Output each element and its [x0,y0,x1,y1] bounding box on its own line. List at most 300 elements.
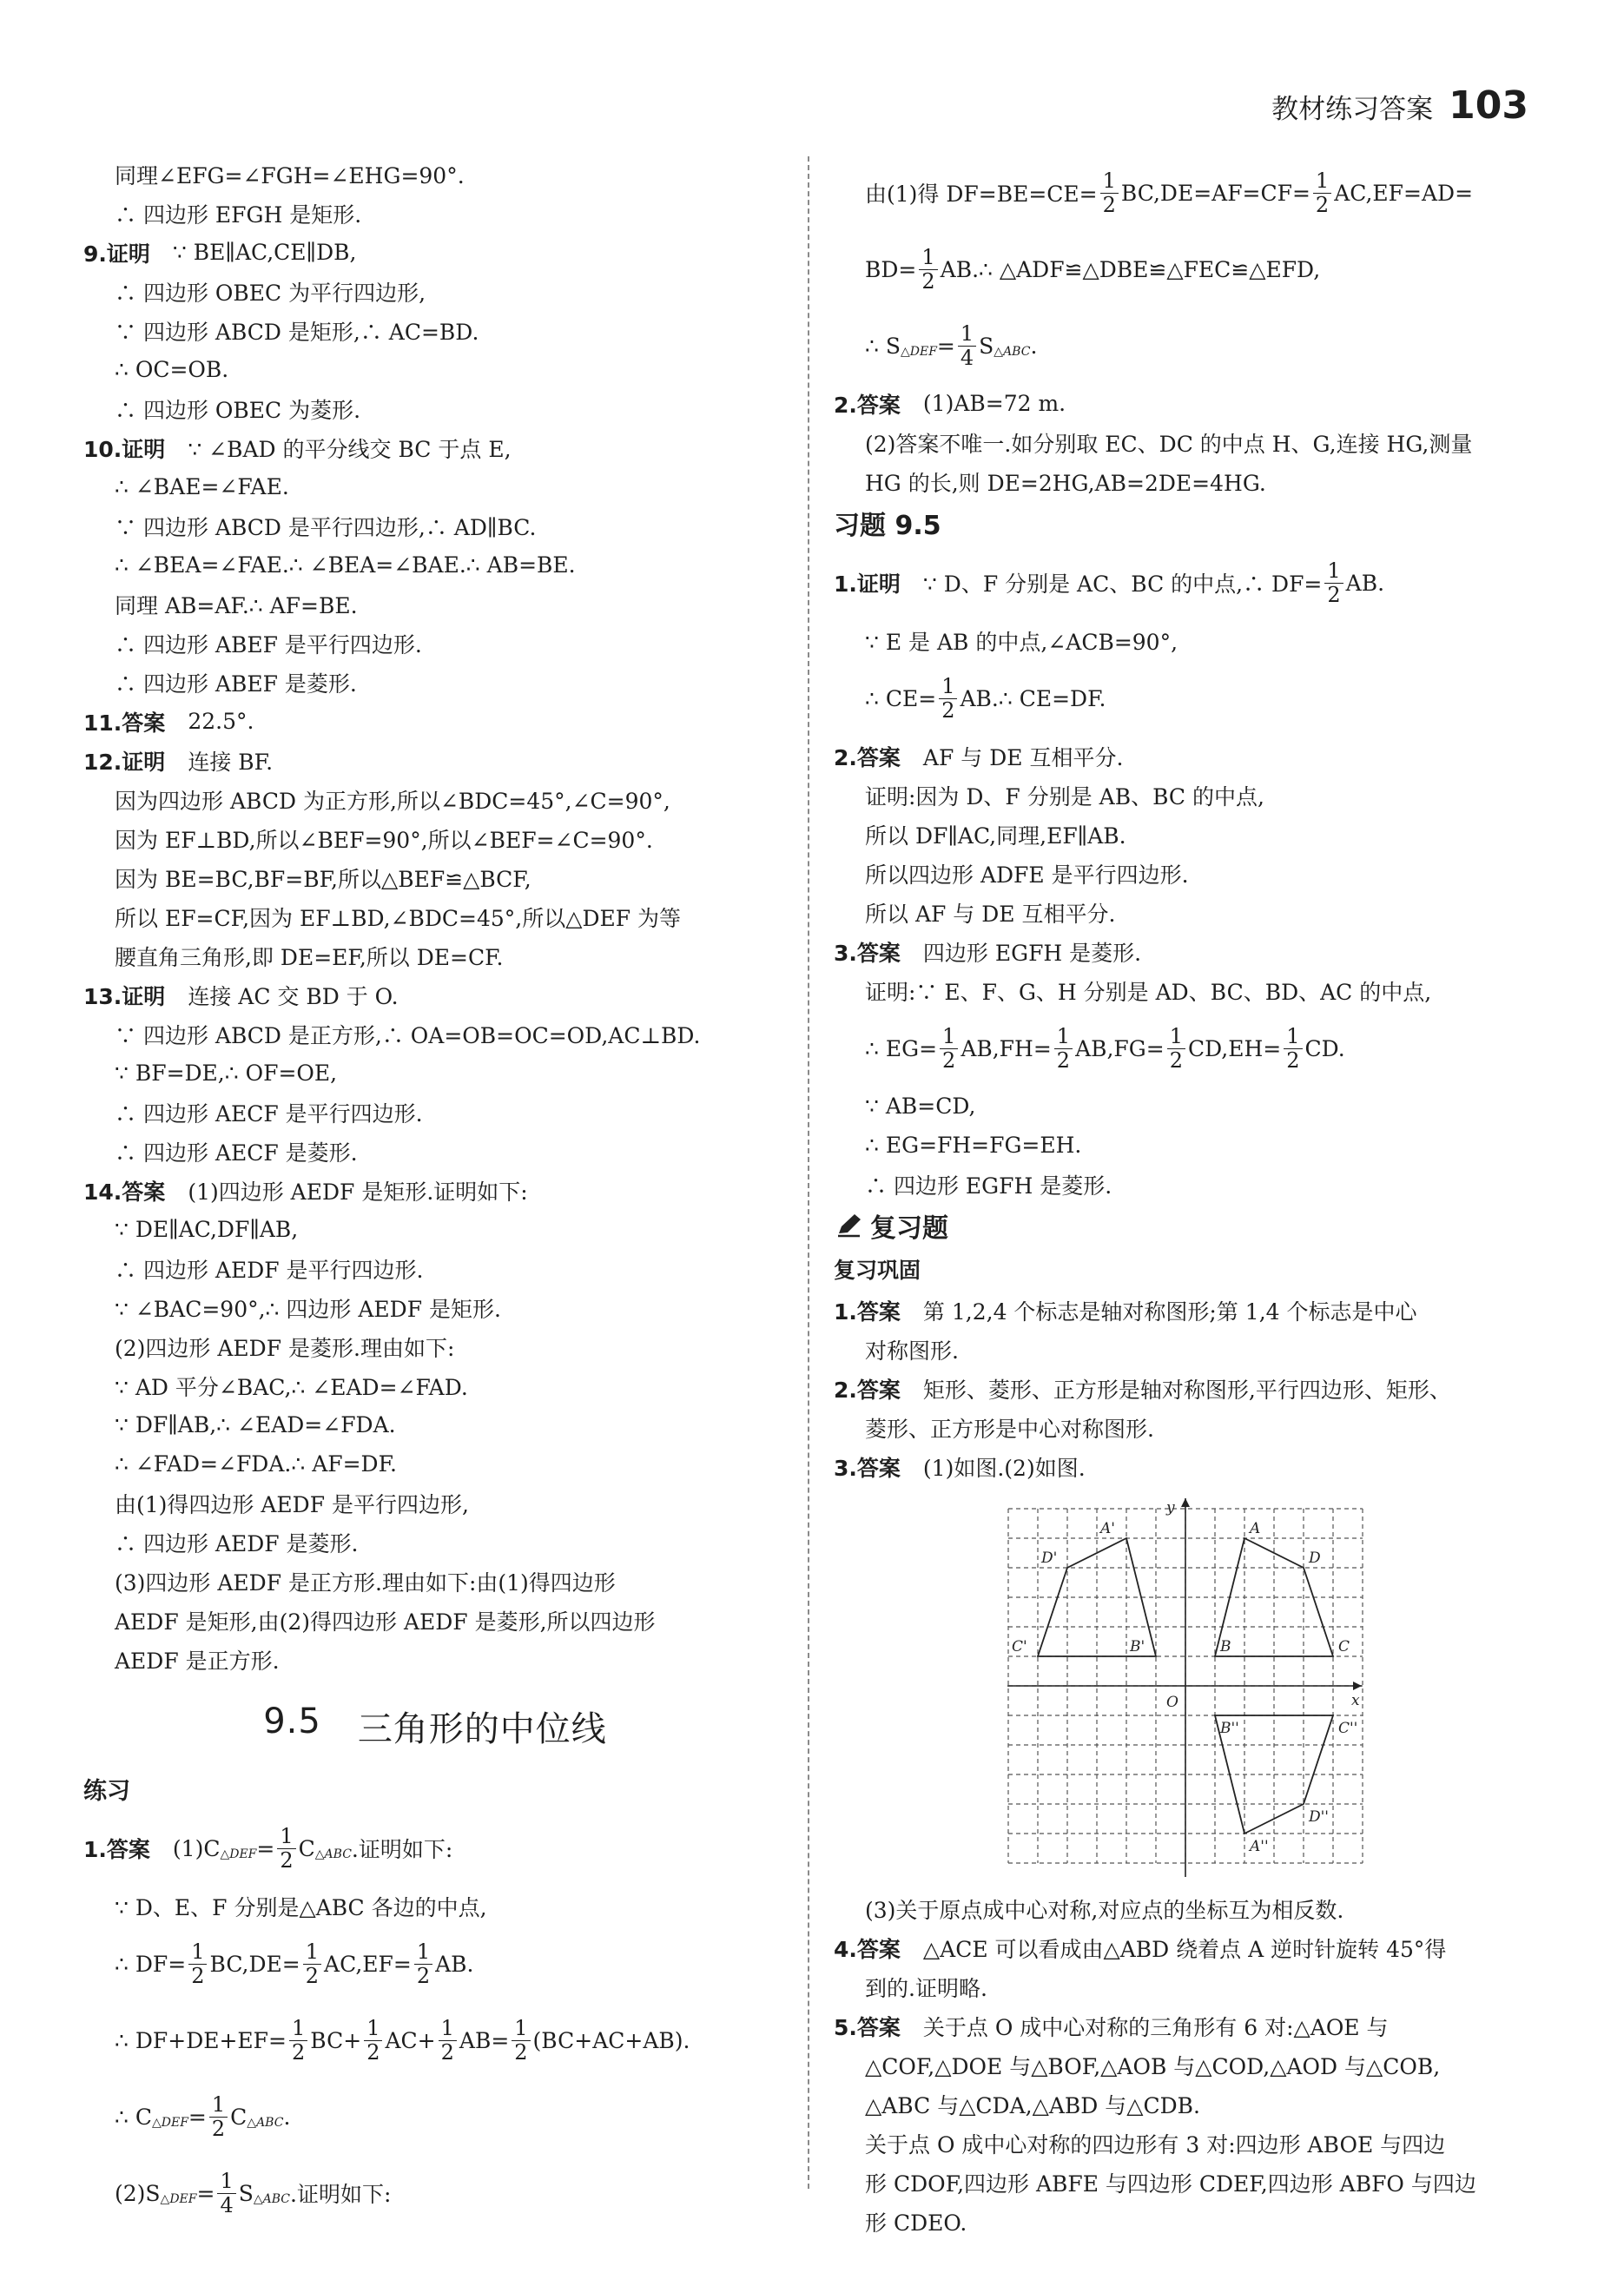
text-run: ∵ D、F 分别是 AC、BC 的中点,∴ DF= [922,572,1323,597]
question-number: 10. [83,436,122,462]
text-run: 矩形、菱形、正方形是轴对称图形,平行四边形、矩形、 [922,1377,1451,1403]
text-line [834,1889,1546,1928]
text-line [834,2085,1546,2124]
question-label [83,1175,165,1206]
text-line [83,741,787,780]
denominator: 2 [1102,192,1116,217]
answer-label: 证明 [122,436,166,462]
question-label [83,237,150,268]
numerator: 1 [1313,169,1331,194]
text-run: AC+ [385,2027,436,2053]
question-number: 9. [83,241,107,267]
text-run: AEDF 是矩形,由(2)得四边形 AEDF 是菱形,所以四边形 [115,1609,656,1635]
vertex-label: D [1309,1550,1321,1567]
text-run: ∴ CE= [865,685,937,711]
question-number: 2. [834,744,857,770]
text-run: C [230,2104,248,2130]
text-run: 因为 EF⊥BD,所以∠BEF=90°,所以∠BEF=∠C=90°. [115,827,653,853]
coordinate-grid-figure [1007,1495,1363,1877]
text-run: BC,DE= [209,1951,300,1977]
text-run: (BC+AC+AB). [532,2027,690,2053]
subheading [834,1247,1546,1291]
denominator: 2 [942,1047,956,1073]
text-run: 证明:∵ E、F、G、H 分别是 AD、BC、BD、AC 的中点, [865,979,1432,1005]
text-run: ∵ ∠BAC=90°,∴ 四边形 AEDF 是矩形. [115,1296,501,1322]
text-line [834,155,1546,231]
text-line [834,660,1546,737]
numerator: 1 [303,1940,321,1965]
text-line [83,194,787,233]
question-number: 3. [834,940,857,966]
text-run: ∴ C [115,2104,152,2130]
text-run: (1)四边形 AEDF 是矩形.证明如下: [188,1179,528,1205]
subheading-text: 习题 9.5 [834,511,941,541]
text-line [83,1405,787,1444]
numerator: 1 [939,675,957,699]
text-run: .证明如下: [351,1837,453,1862]
text-line [83,624,787,663]
fraction [1054,1025,1073,1073]
text-line [83,585,787,624]
question-number: 1. [83,1837,107,1862]
fraction [217,2170,235,2217]
text-run: = [936,333,955,359]
subscript: △DEF [900,345,937,359]
text-run: .证明如下: [290,2182,392,2207]
text-run: = [188,2104,207,2130]
text-line [83,1249,787,1288]
text-line [83,1210,787,1249]
answer-label: 答案 [122,710,166,736]
question-label [83,980,165,1011]
text-run: AF 与 DE 互相平分. [922,744,1124,770]
text-line [83,897,787,936]
text-line [834,1165,1546,1204]
text-run: 关于点 O 成中心对称的四边形有 3 对:四边形 ABOE 与四边 [865,2131,1446,2158]
text-run: 菱形、正方形是中心对称图形. [865,1416,1154,1442]
text-line [83,702,787,741]
fraction [414,1940,432,1988]
question-label [834,567,901,598]
text-line [834,893,1546,932]
text-run: BC+ [310,2027,362,2053]
text-run: ∴ 四边形 OBEC 为菱形. [115,397,361,423]
text-line [83,1093,787,1132]
fraction [1284,1025,1302,1073]
numerator: 1 [1100,169,1119,194]
text-run: 形 CDOF,四边形 ABFE 与四边形 CDEF,四边形 ABFO 与四边 [865,2171,1476,2197]
question-number: 1. [834,572,857,597]
fraction [512,2017,530,2065]
subheading-text: 练习 [83,1777,130,1805]
denominator: 2 [440,2039,454,2065]
numerator: 1 [209,2093,228,2118]
page-header [1271,83,1528,128]
section-name: 三角形的中位线 [357,1709,607,1749]
text-line [83,1171,787,1210]
text-line [834,1087,1546,1126]
text-run: BD= [865,256,917,282]
vertex-label: A [1250,1520,1261,1537]
header-title: 教材练习答案 [1271,94,1434,125]
text-run: 证明:因为 D、F 分别是 AB、BC 的中点, [865,783,1264,809]
text-line [83,545,787,585]
text-run: AC,EF=AD= [1334,180,1474,206]
right-column [834,155,1546,2241]
text-line [83,350,787,389]
text-run: 由(1)得四边形 AEDF 是平行四边形, [115,1491,469,1517]
text-run: HG 的长,则 DE=2HG,AB=2DE=4HG. [865,470,1266,496]
text-run: ∵ ∠BAD 的平分线交 BC 于点 E, [188,436,512,462]
text-line [834,462,1546,501]
text-run: AB. [435,1951,474,1977]
denominator: 2 [211,2116,226,2141]
numerator: 1 [512,2017,530,2041]
text-run: 第 1,2,4 个标志是轴对称图形;第 1,4 个标志是中心 [922,1298,1417,1325]
text-run: ∵ 四边形 ABCD 是正方形,∴ OA=OB=OC=OD,AC⊥BD. [115,1022,701,1048]
subscript: △DEF [160,2192,197,2206]
numerator: 1 [188,1940,207,1965]
question-number: 3. [834,1455,857,1481]
text-run: AB,FG= [1075,1035,1165,1061]
text-run: 到的.证明略. [865,1975,987,2001]
y-axis-arrow [1181,1498,1190,1507]
text-run: ∴ 四边形 AEDF 是菱形. [115,1530,359,1556]
question-label [834,936,901,968]
numerator: 1 [1054,1025,1073,1049]
denominator: 2 [305,1963,320,1988]
text-run: . [283,2104,291,2130]
text-run: AB. [1345,570,1385,596]
text-line [834,1291,1546,1330]
question-label [834,741,901,772]
text-run: ∵ 四边形 ABCD 是平行四边形,∴ AD∥BC. [115,514,537,540]
fraction [303,1940,321,1988]
text-line [834,1330,1546,1369]
text-run: ∴ 四边形 OBEC 为平行四边形, [115,280,426,306]
text-run: (3)关于原点成中心对称,对应点的坐标互为相反数. [865,1897,1344,1923]
text-line [83,1926,787,2002]
numerator: 1 [1324,559,1343,584]
question-label [83,433,165,464]
text-run: 因为四边形 ABCD 为正方形,所以∠BDC=45°,∠C=90°, [115,788,670,814]
fraction [277,1825,295,1873]
denominator: 2 [1286,1047,1300,1073]
text-run: 形 CDEO. [865,2210,967,2236]
denominator: 2 [921,268,935,294]
text-line [83,1444,787,1484]
subscript: △ABC [314,1847,352,1861]
vertex-label: B'' [1220,1720,1239,1737]
text-run: CD,EH= [1187,1035,1282,1061]
answer-label: 证明 [122,749,166,775]
text-run: 所以 EF=CF,因为 EF⊥BD,∠BDC=45°,所以△DEF 为等 [115,905,682,931]
text-line [83,1562,787,1601]
text-line [834,384,1546,423]
text-run: 同理 AB=AF.∴ AF=BE. [115,592,358,618]
vertex-label: D'' [1309,1808,1329,1826]
answer-label: 答案 [856,744,901,770]
text-run: = [256,1835,275,1861]
text-line [83,389,787,428]
text-run: ∴ DF+DE+EF= [115,2027,287,2053]
question-number: 4. [834,1936,857,1962]
subscript: △ABC [247,2116,284,2130]
question-label [834,1295,901,1326]
answer-label: 答案 [856,940,901,966]
text-run: ∴ DF= [115,1951,187,1977]
text-line [83,1523,787,1562]
denominator: 4 [960,345,974,370]
text-line [834,231,1546,307]
text-run: AC,EF= [324,1951,412,1977]
numerator: 1 [940,1025,958,1049]
text-line [834,307,1546,384]
text-run: ∴ 四边形 ABEF 是平行四边形. [115,631,422,658]
text-line [834,1126,1546,1165]
subheading-text: 复习巩固 [834,1258,921,1283]
text-run: C [298,1835,315,1861]
text-run: ∵ DE∥AC,DF∥AB, [115,1217,299,1242]
text-run: . [1030,333,1038,359]
fraction [364,2017,382,2065]
answer-label: 答案 [856,1298,901,1325]
text-line [83,428,787,467]
text-line [83,2078,787,2155]
subheading [834,1204,1546,1247]
text-line [83,311,787,350]
pencil-icon [834,1213,863,1239]
vertex-label: B' [1130,1638,1145,1655]
question-label [83,745,165,776]
text-run: △ACE 可以看成由△ABD 绕着点 A 逆时针旋转 45°得 [922,1936,1447,1962]
numerator: 1 [289,2017,307,2041]
answer-label: 答案 [856,392,901,418]
text-line [83,1366,787,1405]
answer-label: 答案 [122,1179,166,1205]
text-line [83,975,787,1014]
vertex-label: C [1338,1638,1350,1655]
text-run: 所以四边形 ADFE 是平行四边形. [865,862,1189,888]
question-number: 13. [83,983,122,1009]
denominator: 2 [291,2039,306,2065]
subheading [83,1767,787,1810]
text-run: ∵ BF=DE,∴ OF=OE, [115,1061,338,1086]
denominator: 2 [941,697,955,723]
text-line [83,2002,787,2078]
vertex-label: D' [1041,1550,1058,1567]
text-run: ∴ 四边形 EGFH 是菱形. [865,1173,1112,1199]
vertex-label: C' [1012,1638,1027,1655]
text-line [83,1810,787,1887]
subscript: △DEF [151,2116,188,2130]
text-run: 对称图形. [865,1338,959,1364]
text-run: 连接 BF. [188,749,274,775]
text-run: (1)AB=72 m. [922,391,1066,416]
text-line [83,1601,787,1640]
fraction [289,2017,307,2065]
fraction [939,675,957,723]
fraction [209,2093,228,2141]
text-run: AB= [459,2027,510,2053]
y-axis-label: y [1166,1499,1175,1517]
denominator: 2 [280,1847,294,1873]
fraction [1313,169,1331,217]
answer-label: 答案 [856,1377,901,1403]
text-line [834,1928,1546,1967]
fraction [958,322,976,370]
section-number: 9.5 [263,1702,321,1741]
numerator: 1 [919,246,937,270]
denominator: 2 [1327,582,1341,607]
numerator: 1 [217,2170,235,2194]
text-line [83,1132,787,1171]
text-run: ∴ 四边形 ABEF 是菱形. [115,671,357,697]
text-line [83,819,787,858]
text-line [834,545,1546,621]
text-run: (1)如图.(2)如图. [922,1455,1086,1481]
question-label [834,1933,901,1964]
text-line [83,233,787,272]
numerator: 1 [414,1940,432,1965]
text-line [834,737,1546,776]
denominator: 2 [514,2039,528,2065]
denominator: 2 [1056,1047,1071,1073]
text-run: △COF,△DOE 与△BOF,△AOB 与△COD,△AOD 与△COB, [865,2053,1441,2079]
question-label [83,1833,150,1864]
text-run: 22.5°. [188,709,254,734]
text-line [83,1014,787,1054]
text-line [834,423,1546,462]
text-line [834,2006,1546,2045]
text-line [83,155,787,194]
text-line [834,1010,1546,1087]
text-run: S [238,2180,254,2206]
text-run: (2)答案不唯一.如分别取 EC、DC 的中点 H、G,连接 HG,测量 [865,431,1473,457]
question-number: 1. [834,1298,857,1325]
x-axis-label: x [1351,1692,1360,1709]
text-line [834,2202,1546,2241]
question-label [834,1373,901,1404]
fraction [1167,1025,1185,1073]
question-number: 5. [834,2014,857,2040]
text-run: ∵ AB=CD, [865,1094,976,1119]
text-line [834,815,1546,854]
origin-label: O [1166,1694,1178,1711]
text-line [83,467,787,506]
text-run: (2)S [115,2180,161,2206]
denominator: 2 [1169,1047,1183,1073]
text-run: ∴ ∠BAE=∠FAE. [115,474,289,499]
text-line [83,1887,787,1926]
text-line [834,2163,1546,2202]
section-title [83,1702,787,1751]
text-line [834,621,1546,660]
answer-label: 答案 [856,2014,901,2040]
text-run: ∴ ∠FAD=∠FDA.∴ AF=DF. [115,1451,397,1477]
text-line [83,1288,787,1327]
text-run: ∴ 四边形 AECF 是平行四边形. [115,1100,423,1127]
question-number: 11. [83,710,122,736]
text-run: AB.∴ CE=DF. [960,685,1106,711]
text-run: BC,DE=AF=CF= [1120,180,1310,206]
text-run: AEDF 是正方形. [115,1648,280,1674]
answer-label: 答案 [106,1837,150,1862]
denominator: 2 [191,1963,205,1988]
text-run: 所以 DF∥AC,同理,EF∥AB. [865,823,1126,849]
numerator: 1 [277,1825,295,1849]
text-run: ∴ ∠BEA=∠FAE.∴ ∠BEA=∠BAE.∴ AB=BE. [115,552,576,578]
text-run: = [196,2180,215,2206]
text-line [834,854,1546,893]
text-run: ∵ 四边形 ABCD 是矩形,∴ AC=BD. [115,319,479,345]
text-line [83,1640,787,1679]
text-line [834,1447,1546,1486]
text-run: AB,FH= [961,1035,1052,1061]
subheading [834,501,1546,545]
fraction [1100,169,1119,217]
numerator: 1 [958,322,976,347]
text-run: ∴ 四边形 EFGH 是矩形. [115,202,362,228]
text-run: (1)C [172,1835,221,1861]
subscript: △ABC [994,345,1031,359]
text-run: △ABC 与△CDA,△ABD 与△CDB. [865,2092,1200,2118]
text-run: ∵ BE∥AC,CE∥DB, [172,240,357,265]
text-line [83,506,787,545]
text-run: 连接 AC 交 BD 于 O. [188,983,399,1009]
question-label [834,2011,901,2042]
text-line [834,1408,1546,1447]
vertex-label: C'' [1338,1720,1358,1737]
text-run: S [979,333,994,359]
text-run: ∴ OC=OB. [115,357,229,382]
subheading-text: 复习题 [870,1213,948,1244]
text-run: (2)四边形 AEDF 是菱形.理由如下: [115,1335,455,1361]
text-line [834,2045,1546,2085]
text-run: 由(1)得 DF=BE=CE= [865,182,1098,207]
text-run: ∴ EG=FH=FG=EH. [865,1133,1082,1158]
question-label [83,706,165,737]
numerator: 1 [1167,1025,1185,1049]
fraction [188,1940,207,1988]
fraction [919,246,937,294]
text-run: (3)四边形 AEDF 是正方形.理由如下:由(1)得四边形 [115,1569,616,1596]
text-run: ∵ AD 平分∠BAC,∴ ∠EAD=∠FAD. [115,1374,468,1400]
text-run: AB.∴ △ADF≌△DBE≌△FEC≌△EFD, [940,256,1321,282]
text-run: CD. [1304,1035,1345,1061]
answer-label: 答案 [856,1455,901,1481]
question-number: 2. [834,392,857,418]
text-line [83,2155,787,2231]
subscript: △ABC [253,2192,290,2206]
question-number: 2. [834,1377,857,1403]
answer-label: 答案 [856,1936,901,1962]
column-divider [808,156,809,2189]
text-run: 同理∠EFG=∠FGH=∠EHG=90°. [115,162,465,188]
denominator: 2 [366,2039,380,2065]
text-line [834,2124,1546,2163]
fraction [1324,559,1343,607]
text-line [83,780,787,819]
text-line [83,272,787,311]
denominator: 4 [220,2192,234,2217]
question-label [834,1451,901,1483]
vertex-label: B [1220,1638,1231,1655]
text-line [834,1369,1546,1408]
text-line [83,1484,787,1523]
text-run: 腰直角三角形,即 DE=EF,所以 DE=CF. [115,944,504,970]
text-line [834,971,1546,1010]
